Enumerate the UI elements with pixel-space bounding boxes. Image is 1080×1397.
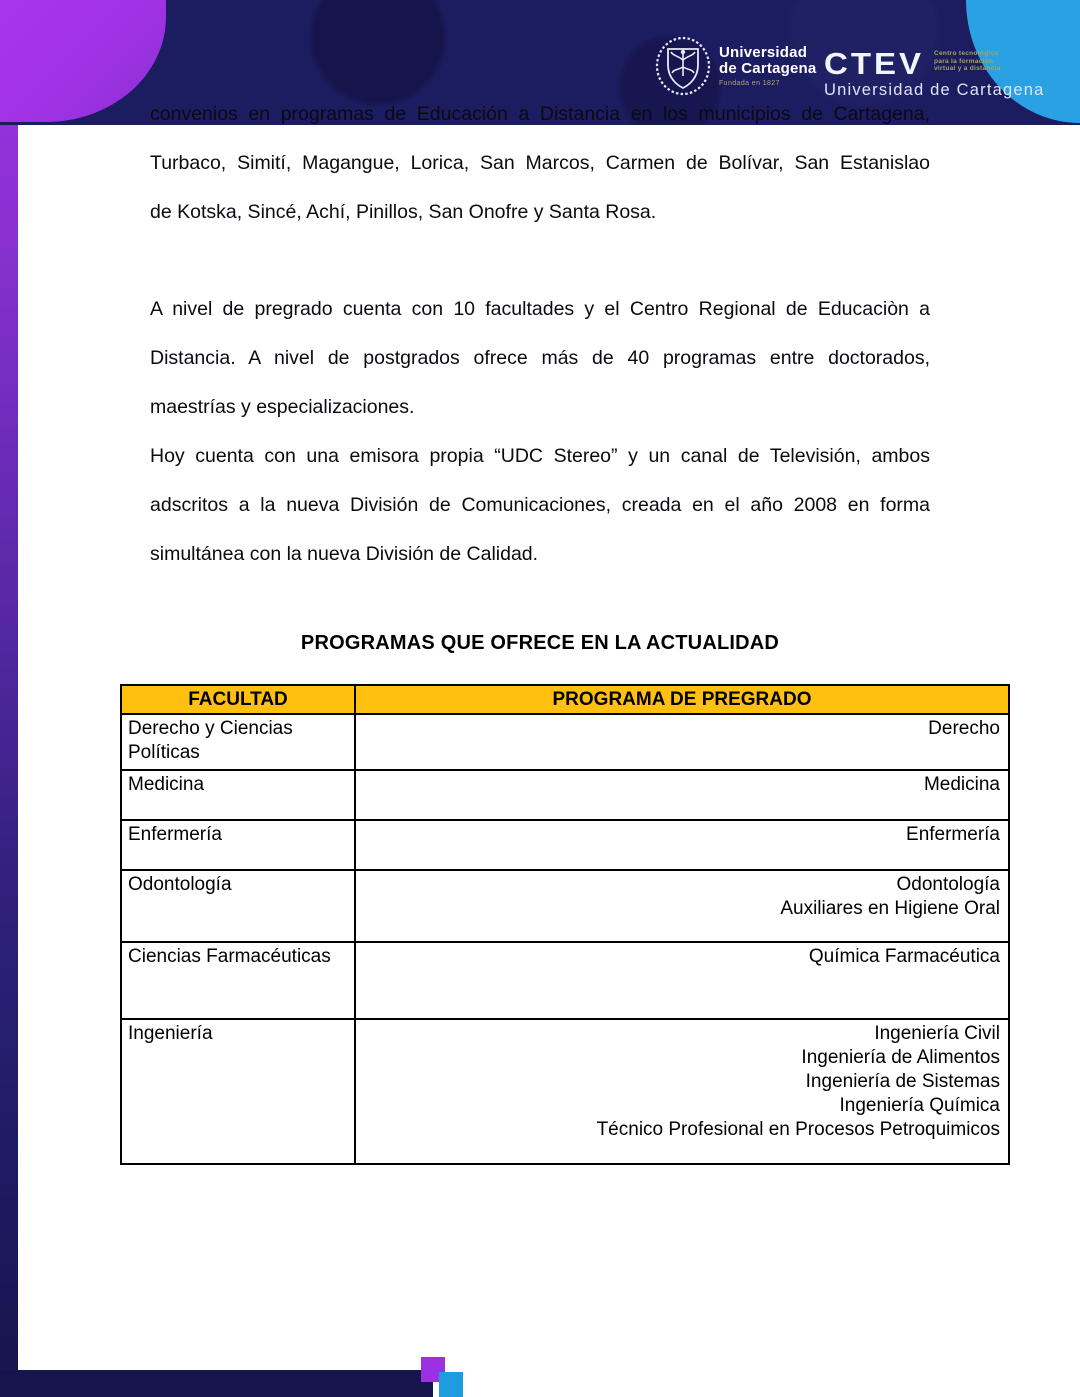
programs-table-body (121, 714, 1009, 1164)
programas-cell (355, 942, 1009, 1019)
table-row (121, 714, 1009, 770)
programa-line: Derecho (928, 718, 1000, 739)
facultad-cell: Ciencias Farmacéuticas (121, 942, 355, 1019)
table-row (121, 870, 1009, 942)
ctev-subtitle: Universidad de Cartagena (824, 81, 1045, 99)
table-header-row (121, 685, 1009, 714)
programa-line: Ingeniería Química (839, 1095, 1000, 1116)
programas-cell (355, 870, 1009, 942)
programa-line: Ingeniería de Alimentos (801, 1047, 1000, 1068)
programa-line: Ingeniería Civil (874, 1023, 1000, 1044)
text-line: adscritos a la nueva División de Comunicaciones, creada en el año 2008 en forma (150, 494, 930, 516)
paragraph-pregrado (150, 285, 930, 432)
text-line: maestrías y especializaciones. (150, 396, 415, 418)
ctev-descriptor-line: para la formación (934, 57, 994, 65)
university-logo-text (719, 45, 816, 87)
programa-line: Ingeniería de Sistemas (805, 1071, 1000, 1092)
university-logo (653, 36, 816, 96)
text-line: Hoy cuenta con una emisora propia “UDC Stereo” y un canal de Televisión, ambos (150, 445, 930, 467)
programa-line: Medicina (923, 774, 1000, 795)
paragraph-emisora (150, 432, 930, 579)
ctev-descriptor (932, 50, 1001, 73)
paragraph-convenios (150, 90, 930, 237)
footer-navy-bar (0, 1370, 433, 1397)
programa-line: Enfermería (906, 824, 1000, 845)
programas-cell (355, 820, 1009, 870)
column-header-facultad: FACULTAD (121, 685, 355, 714)
programa-line: Odontología (896, 874, 1000, 895)
text-line: A nivel de pregrado cuenta con 10 facultades y el Centro Regional de Educaciòn a (150, 298, 930, 320)
facultad-cell: Medicina (121, 770, 355, 820)
body-text (150, 90, 930, 579)
text-line: convenios en programas de Educación a Distancia en los municipios de Cartagena, (150, 103, 930, 125)
ctev-descriptor-line: Centro tecnológico (934, 50, 999, 57)
column-header-programa: PROGRAMA DE PREGRADO (355, 685, 1009, 714)
facultad-cell: Derecho y Ciencias Políticas (121, 714, 355, 770)
programas-cell (355, 714, 1009, 770)
facultad-cell: Enfermería (121, 820, 355, 870)
programas-cell (355, 1019, 1009, 1164)
left-gradient-strip (0, 0, 18, 1397)
table-title: PROGRAMAS QUE OFRECE EN LA ACTUALIDAD (300, 632, 780, 654)
footer-blue-square (439, 1372, 463, 1397)
university-founded-label: Fundada en 1827 (719, 80, 780, 87)
facultad-cell: Ingeniería (121, 1019, 355, 1164)
table-row (121, 942, 1009, 1019)
programs-table (120, 684, 1010, 1165)
table-row (121, 820, 1009, 870)
programa-line: Técnico Profesional en Procesos Petroquimicos (596, 1119, 1000, 1140)
university-name-line2: de Cartagena (719, 60, 817, 77)
text-line: simultánea con la nueva División de Calidad. (150, 543, 539, 565)
facultad-cell: Odontología (121, 870, 355, 942)
ctev-acronym: CTEV (824, 46, 925, 81)
university-name-line1: Universidad (719, 44, 808, 61)
text-line: de Kotska, Sincé, Achí, Pinillos, San Onofre y Santa Rosa. (150, 201, 657, 223)
programa-line: Química Farmacéutica (808, 946, 1000, 967)
programas-cell (355, 770, 1009, 820)
ctev-descriptor-line: virtual y a distancia (934, 65, 1001, 72)
programa-line: Auxiliares en Higiene Oral (780, 898, 1000, 919)
text-line: Turbaco, Simití, Magangue, Lorica, San Marcos, Carmen de Bolívar, San Estanislao (150, 152, 930, 174)
table-row (121, 770, 1009, 820)
university-crest-icon (653, 36, 713, 96)
table-row (121, 1019, 1009, 1164)
text-line: Distancia. A nivel de postgrados ofrece más de 40 programas entre doctorados, (150, 347, 930, 369)
